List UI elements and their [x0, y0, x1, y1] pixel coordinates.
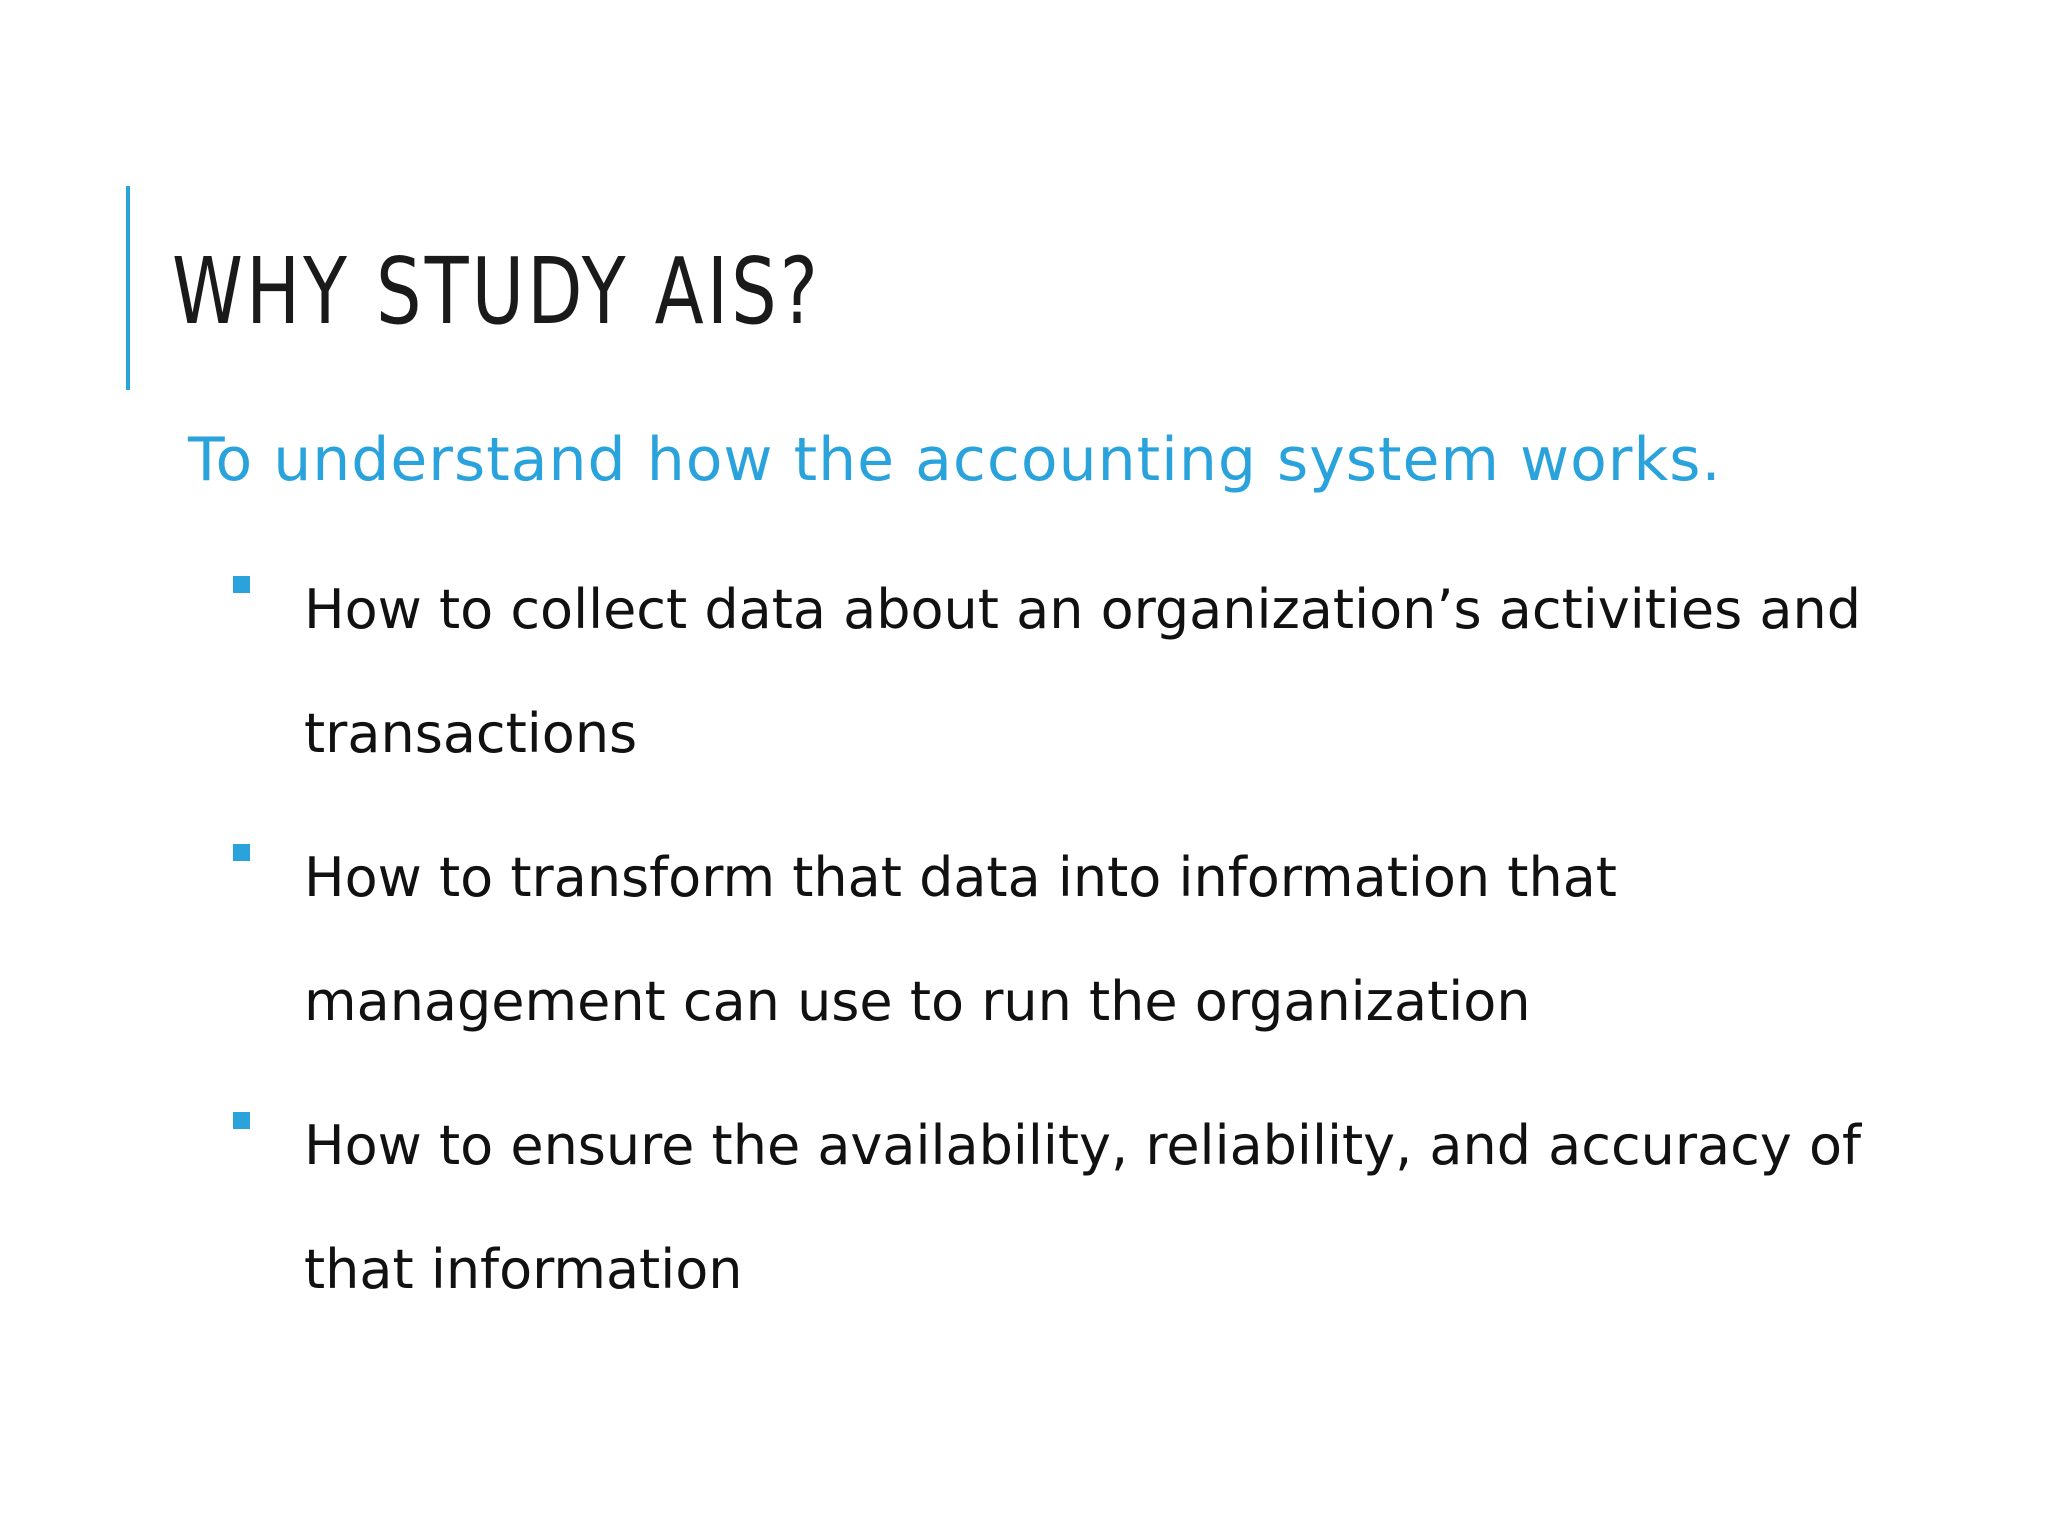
square-bullet-icon	[233, 844, 250, 861]
bullet-item	[230, 1084, 1910, 1332]
square-bullet-icon	[233, 1112, 250, 1129]
slide-subtitle: To understand how the accounting system works.	[188, 425, 1722, 495]
title-accent-bar	[126, 186, 130, 390]
bullet-list	[230, 580, 1910, 1384]
slide-title: WHY STUDY AIS?	[172, 238, 822, 345]
bullet-item	[230, 548, 1910, 796]
bullet-text: How to collect data about an organization’s activities and transactions	[304, 578, 1862, 765]
bullet-text: How to ensure the availability, reliability, and accuracy of that information	[304, 1114, 1862, 1301]
bullet-text: How to transform that data into information that management can use to run the organization	[304, 846, 1617, 1033]
bullet-item	[230, 816, 1910, 1064]
square-bullet-icon	[233, 576, 250, 593]
